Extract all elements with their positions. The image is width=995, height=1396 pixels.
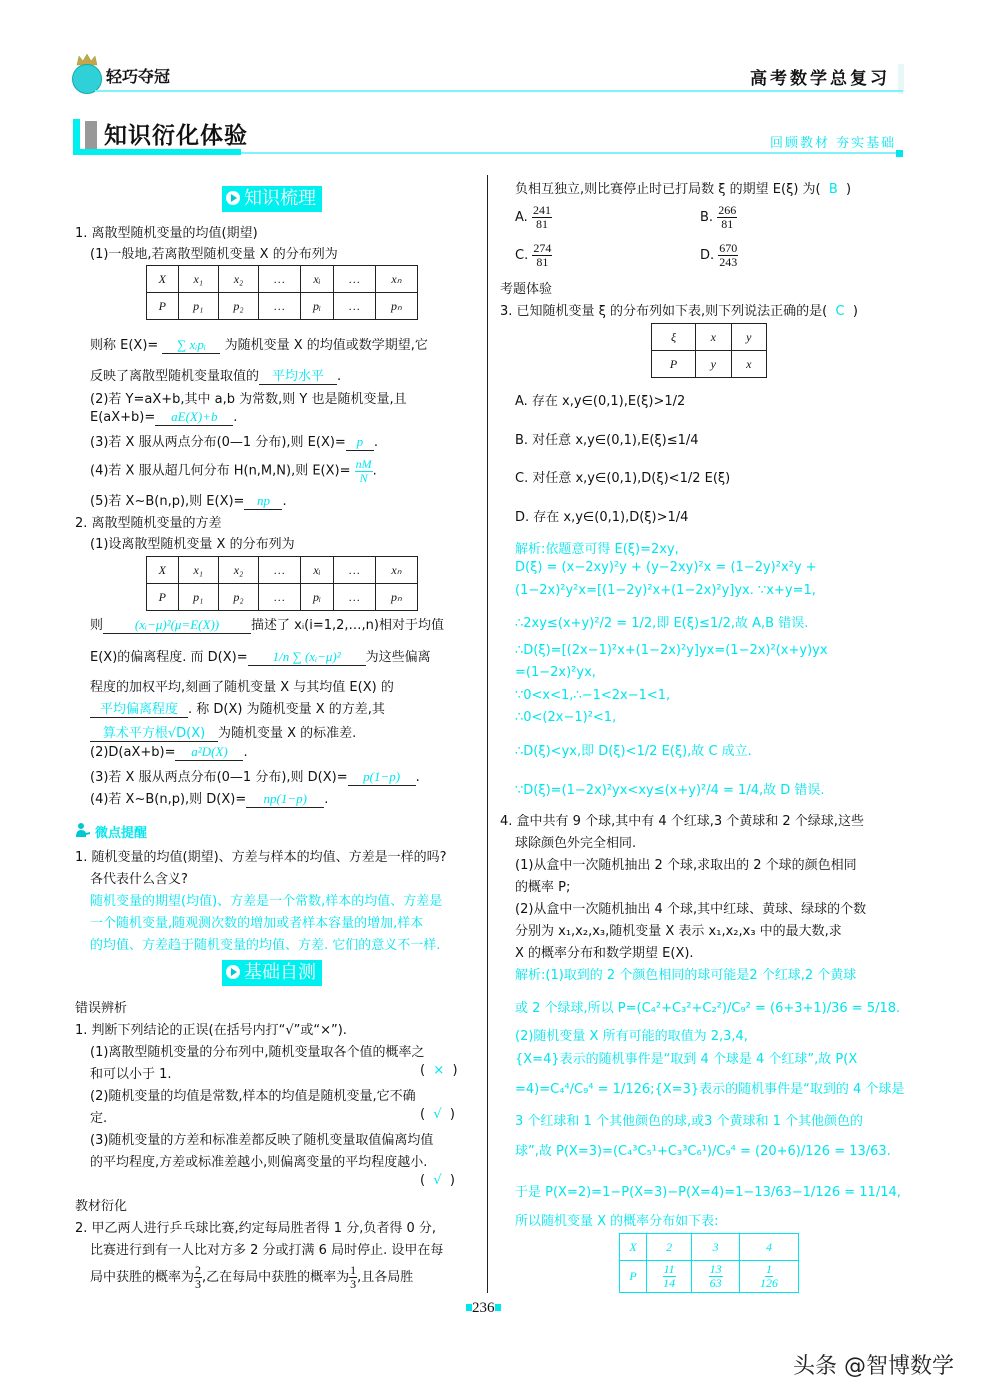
exam-title: 考题体验	[500, 282, 553, 297]
q1-2b: 定.	[90, 1111, 108, 1126]
q1-1-answer: ( × )	[420, 1063, 458, 1078]
q3-solution-10: ∵D(ξ)=(1−2x)²yx<xy≤(x+y)²/4 = 1/4,故 D 错误.	[515, 783, 825, 798]
q3-option-a: A. 存在 x,y∈(0,1),E(ξ)>1/2	[515, 394, 686, 409]
q1-2a: (2)随机变量的均值是常数,样本的均值是随机变量,它不确	[90, 1089, 416, 1104]
brand-name: 轻巧夺冠	[106, 67, 171, 86]
s1-p2b: E(aX+b)= aE(X)+b .	[90, 409, 238, 425]
q3-option-c: C. 对任意 x,y∈(0,1),D(ξ)<1/2 E(ξ)	[515, 471, 731, 486]
tip-answer-1: 随机变量的期望(均值)、方差是一个常数,样本的均值、方差是	[90, 894, 443, 909]
s1-reflect: 反映了离散型随机变量取值的 平均水平 .	[90, 365, 341, 385]
table-row: P p₁ p₂ … pᵢ … pₙ	[147, 584, 418, 611]
q3-solution-9: ∴D(ξ)<yx,即 D(ξ)<1/2 E(ξ),故 C 成立.	[515, 744, 752, 759]
q4-line-5: (2)从盒中一次随机抽出 4 个球,其中红球、黄球、绿球的个数	[515, 902, 867, 917]
play-icon	[226, 965, 240, 979]
q1-1b: 和可以小于 1.	[90, 1067, 172, 1082]
q4-solution-5: =4)=C₄⁴/C₉⁴ = 1/126;{X=3}表示的随机事件是“取到的 4 个球是	[515, 1082, 905, 1097]
q4-solution-4: {X=4}表示的随机事件是“取到 4 个球是 4 个红球”,故 P(X	[515, 1052, 858, 1067]
play-icon	[226, 191, 240, 205]
tip-question-2: 各代表什么含义?	[90, 872, 188, 887]
book-title: 高考数学总复习	[750, 69, 890, 89]
s1-title: 1. 离散型随机变量的均值(期望)	[75, 226, 258, 241]
q3-solution-5: ∴D(ξ)=[(2x−1)²x+(1−2x)²y]yx=(1−2x)²(x+y)yx	[515, 643, 828, 658]
s2-p1: (1)设离散型随机变量 X 的分布列为	[90, 537, 295, 552]
table-row: P y x	[652, 351, 767, 378]
q4-solution-7: 球”,故 P(X=3)=(C₄³C₅¹+C₃³C₆¹)/C₉⁴ = (20+6)/126 = 13/63.	[515, 1144, 891, 1159]
q4-line-1: 4. 盒中共有 9 个球,其中有 4 个红球,3 个黄球和 2 个绿球,这些	[500, 814, 864, 829]
q3-solution-8: ∴0<(2x−1)²<1,	[515, 710, 617, 725]
table-row: P $\frac{11}{14}$ $\frac{13}{63}$ $\frac{1}{126}$	[620, 1261, 799, 1293]
s1-p2a: (2)若 Y=aX+b,其中 a,b 为常数,则 Y 也是随机变量,且	[90, 392, 407, 407]
q4-solution-3: (2)随机变量 X 所有可能的取值为 2,3,4,	[515, 1029, 748, 1044]
q3-option-d: D. 存在 x,y∈(0,1),D(ξ)>1/4	[515, 510, 689, 525]
s2-then: 则 (xᵢ−μ)²(μ=E(X)) 描述了 xᵢ(i=1,2,…,n)相对于均值	[90, 617, 444, 633]
tip-answer-3: 的均值、方差趋于随机变量的均值、方差. 它们的意义不一样.	[90, 938, 441, 953]
q2-option-a: A. $\frac{241}{81}$	[515, 203, 551, 231]
q1-3b: 的平均程度,方差或标准差越小,则偏离变量的平均程度越小.	[90, 1155, 428, 1170]
tip-question-1: 1. 随机变量的均值(期望)、方差与样本的均值、方差是一样的吗?	[75, 850, 447, 865]
q4-solution-6: 3 个红球和 1 个其他颜色的球,或3 个黄球和 1 个其他颜色的	[515, 1114, 864, 1129]
s2-title: 2. 离散型随机变量的方差	[75, 516, 222, 531]
section-title-marker	[85, 121, 97, 149]
banner-basic-test: 基础自测	[222, 960, 322, 986]
q3-distribution-table	[651, 323, 767, 378]
column-divider	[487, 175, 488, 1293]
s1-p4: (4)若 X 服从超几何分布 H(n,M,N),则 E(X)= $\frac{nM}{N}$ .	[90, 457, 377, 485]
q4-solution-2: 或 2 个绿球,所以 P=(C₄²+C₃²+C₂²)/C₉² = (6+3+1)/36 = 5/18.	[515, 1001, 901, 1016]
q4-solution-8: 于是 P(X=2)=1−P(X=3)−P(X=4)=1−13/63−1/126 = 11/14,	[515, 1185, 901, 1200]
section-subtitle: 回顾教材 夯实基础	[770, 136, 897, 151]
q4-solution-1: 解析:(1)取到的 2 个颜色相同的球可能是2 个红球,2 个黄球	[515, 968, 857, 983]
q4-line-3: (1)从盒中一次随机抽出 2 个球,求取出的 2 个球的颜色相同	[515, 858, 857, 873]
q4-solution-9: 所以随机变量 X 的概率分布如下表:	[515, 1214, 719, 1229]
q2-a: 2. 甲乙两人进行乒乓球比赛,约定每局胜者得 1 分,负者得 0 分,	[75, 1221, 437, 1236]
section-subtitle-dot	[896, 150, 903, 157]
tip-title: 微点提醒	[95, 826, 148, 841]
table-row: X x₁ x₂ … xᵢ … xₙ	[147, 557, 418, 584]
watermark: 头条 @智博数学	[793, 1354, 954, 1379]
q3-solution-6: =(1−2x)²yx,	[515, 665, 596, 680]
s1-p1: (1)一般地,若离散型随机变量 X 的分布列为	[90, 247, 338, 262]
q4-line-2: 球除颜色外完全相同.	[515, 836, 637, 851]
banner-knowledge: 知识梳理	[222, 186, 322, 212]
q4-line-4: 的概率 P;	[515, 880, 571, 895]
section-divider-accent	[73, 149, 241, 155]
q3-solution-2: D(ξ) = (x−2xy)²y + (y−2xy)²x = (1−2y)²x²y +	[515, 560, 817, 575]
table-row: P p₁ p₂ … pᵢ … pₙ	[147, 293, 418, 320]
textbook-title: 教材衍化	[75, 1199, 128, 1214]
section-title: 知识衍化体验	[104, 122, 248, 149]
q2-c: 局中获胜的概率为 $\frac{2}{3}$ ,乙在每局中获胜的概率为 $\frac{1}{3}$ ,且各局胜	[90, 1263, 414, 1291]
s2-line5: 算术平方根√D(X) 为随机变量 X 的标准差.	[90, 722, 356, 742]
s1-p3: (3)若 X 服从两点分布(0—1 分布),则 E(X)= p .	[90, 434, 378, 450]
q4-distribution-table	[619, 1233, 799, 1293]
table-row: X x₁ x₂ … xᵢ … xₙ	[147, 266, 418, 293]
q4-line-7: X 的概率分布和数学期望 E(X).	[515, 946, 694, 961]
s2-line2: E(X)的偏离程度. 而 D(X)= 1/n ∑ (xᵢ−μ)² 为这些偏离	[90, 649, 431, 665]
q1: 1. 判断下列结论的正误(在括号内打“√”或“×”).	[75, 1023, 347, 1038]
q1-3-answer: ( √ )	[420, 1173, 455, 1188]
q3-option-b: B. 对任意 x,y∈(0,1),E(ξ)≤1/4	[515, 433, 699, 448]
q1-1a: (1)离散型随机变量的分布列中,随机变量取各个值的概率之	[90, 1045, 425, 1060]
q3-solution-1: 解析:依题意可得 E(ξ)=2xy,	[515, 542, 679, 557]
s1-definition: 则称 E(X)= ∑ xᵢpᵢ 为随机变量 X 的均值或数学期望,它	[90, 337, 428, 353]
tip-answer-2: 一个随机变量,随观测次数的增加或者样本容量的增加,样本	[90, 916, 424, 931]
page-marker-right	[495, 1304, 501, 1311]
q3-solution-4: ∴2xy≤(x+y)²/2 = 1/2,即 E(ξ)≤1/2,故 A,B 错误.	[515, 616, 809, 631]
s1-p5: (5)若 X~B(n,p),则 E(X)= np .	[90, 493, 287, 509]
table-row: ξ x y	[652, 324, 767, 351]
q3-solution-7: ∵0<x<1,∴−1<2x−1<1,	[515, 688, 671, 703]
q3: 3. 已知随机变量 ξ 的分布列如下表,则下列说法正确的是( C )	[500, 304, 858, 319]
q3-solution-3: (1−2x)²y²x=[(1−2y)²x+(1−2x)²y]yx. ∵x+y=1,	[515, 583, 816, 598]
distribution-table-2	[146, 556, 418, 611]
s2-p3: (3)若 X 服从两点分布(0—1 分布),则 D(X)= p(1−p) .	[90, 769, 420, 785]
s2-p4: (4)若 X~B(n,p),则 D(X)= np(1−p) .	[90, 791, 329, 807]
page-number: 236	[466, 1300, 501, 1317]
s2-line4: 平均偏离程度 . 称 D(X) 为随机变量 X 的方差,其	[90, 698, 385, 718]
q2-b: 比赛进行到有一人比对方多 2 分或打满 6 局时停止. 设甲在每	[90, 1243, 444, 1258]
q2-option-c: C. $\frac{274}{81}$	[515, 241, 552, 269]
header-divider	[95, 90, 903, 92]
q2-option-b: B. $\frac{266}{81}$	[700, 203, 737, 231]
person-tip-icon	[75, 822, 91, 838]
table-row: X 2 3 4	[620, 1234, 799, 1261]
q2-d: 负相互独立,则比赛停止时已打局数 ξ 的期望 E(ξ) 为( B )	[515, 182, 852, 197]
q4-line-6: 分别为 x₁,x₂,x₃,随机变量 X 表示 x₁,x₂,x₃ 中的最大数,求	[515, 924, 842, 939]
q1-3a: (3)随机变量的方差和标准差都反映了随机变量取值偏离均值	[90, 1133, 434, 1148]
error-analysis-title: 错误辨析	[75, 1001, 128, 1016]
s2-p2: (2)D(aX+b)= a²D(X) .	[90, 744, 248, 760]
q1-2-answer: ( √ )	[420, 1107, 455, 1122]
s2-line3: 程度的加权平均,刻画了随机变量 X 与其均值 E(X) 的	[90, 680, 394, 695]
q2-option-d: D. $\frac{670}{243}$	[700, 241, 738, 269]
distribution-table-1	[146, 265, 418, 320]
